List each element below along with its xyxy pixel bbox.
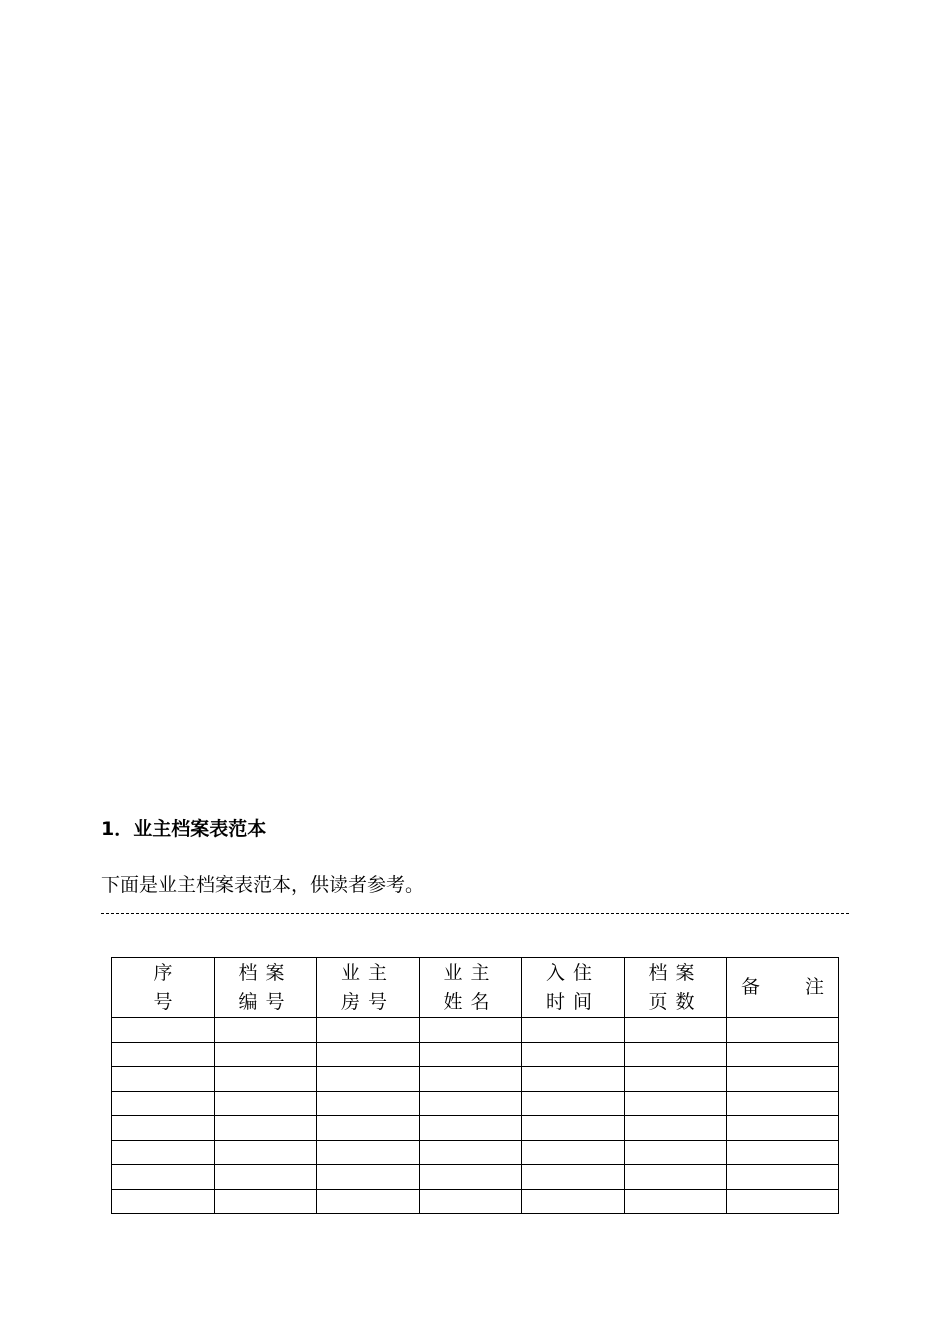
header-owner-room: 业主 房号 [317,958,420,1018]
header-archive-pages: 档案 页数 [625,958,727,1018]
header-move-in-time: 入住 时间 [522,958,625,1018]
table-cell [522,1018,625,1043]
table-cell [215,1189,317,1214]
table-cell [112,1091,215,1116]
table-cell [317,1042,420,1067]
table-cell [420,1165,522,1190]
table-cell [522,1067,625,1092]
table-cell [727,1091,839,1116]
table-cell [215,1116,317,1141]
table-cell [727,1042,839,1067]
table-cell [625,1165,727,1190]
table-cell [625,1018,727,1043]
table-cell [625,1042,727,1067]
owner-archive-table [111,957,839,1214]
table-cell [420,1116,522,1141]
section-title: 1．业主档案表范本 [101,818,267,840]
table-cell [215,1018,317,1043]
table-cell [215,1165,317,1190]
table-cell [215,1067,317,1092]
table-cell [522,1165,625,1190]
table-cell [317,1140,420,1165]
header-serial-number: 序 号 [112,958,215,1018]
table-cell [215,1140,317,1165]
table-cell [625,1067,727,1092]
table-cell [420,1189,522,1214]
table-cell [727,1067,839,1092]
table-cell [112,1116,215,1141]
table-body [112,1018,839,1214]
header-owner-name: 业主 姓名 [420,958,522,1018]
table-cell [112,1067,215,1092]
table-cell [625,1140,727,1165]
header-remarks: 备 注 [727,958,839,1018]
table-cell [727,1116,839,1141]
table-row [112,1018,839,1043]
table-cell [112,1042,215,1067]
table-cell [420,1067,522,1092]
table-cell [112,1189,215,1214]
table-cell [317,1189,420,1214]
table-row [112,1116,839,1141]
table-cell [625,1116,727,1141]
table-cell [317,1116,420,1141]
table-row [112,1042,839,1067]
table-cell [112,1165,215,1190]
table-cell [317,1067,420,1092]
table-cell [215,1042,317,1067]
dashed-divider [101,913,849,914]
table-cell [215,1091,317,1116]
table-cell [420,1042,522,1067]
table-cell [317,1018,420,1043]
table-cell [112,1140,215,1165]
table-cell [522,1091,625,1116]
table-cell [522,1189,625,1214]
table-row [112,1091,839,1116]
table-header-row [112,958,839,1018]
table-cell [727,1018,839,1043]
table-cell [522,1042,625,1067]
table-row [112,1165,839,1190]
table-cell [727,1165,839,1190]
header-archive-number: 档案 编号 [215,958,317,1018]
table-row [112,1067,839,1092]
table-row [112,1189,839,1214]
table-cell [625,1189,727,1214]
table-cell [317,1091,420,1116]
table-cell [112,1018,215,1043]
table-cell [420,1018,522,1043]
table-cell [317,1165,420,1190]
table-cell [420,1140,522,1165]
table-cell [522,1116,625,1141]
table-cell [727,1189,839,1214]
table-cell [727,1140,839,1165]
table-row [112,1140,839,1165]
table-cell [522,1140,625,1165]
table-cell [420,1091,522,1116]
table-cell [625,1091,727,1116]
intro-text: 下面是业主档案表范本，供读者参考。 [101,874,425,896]
